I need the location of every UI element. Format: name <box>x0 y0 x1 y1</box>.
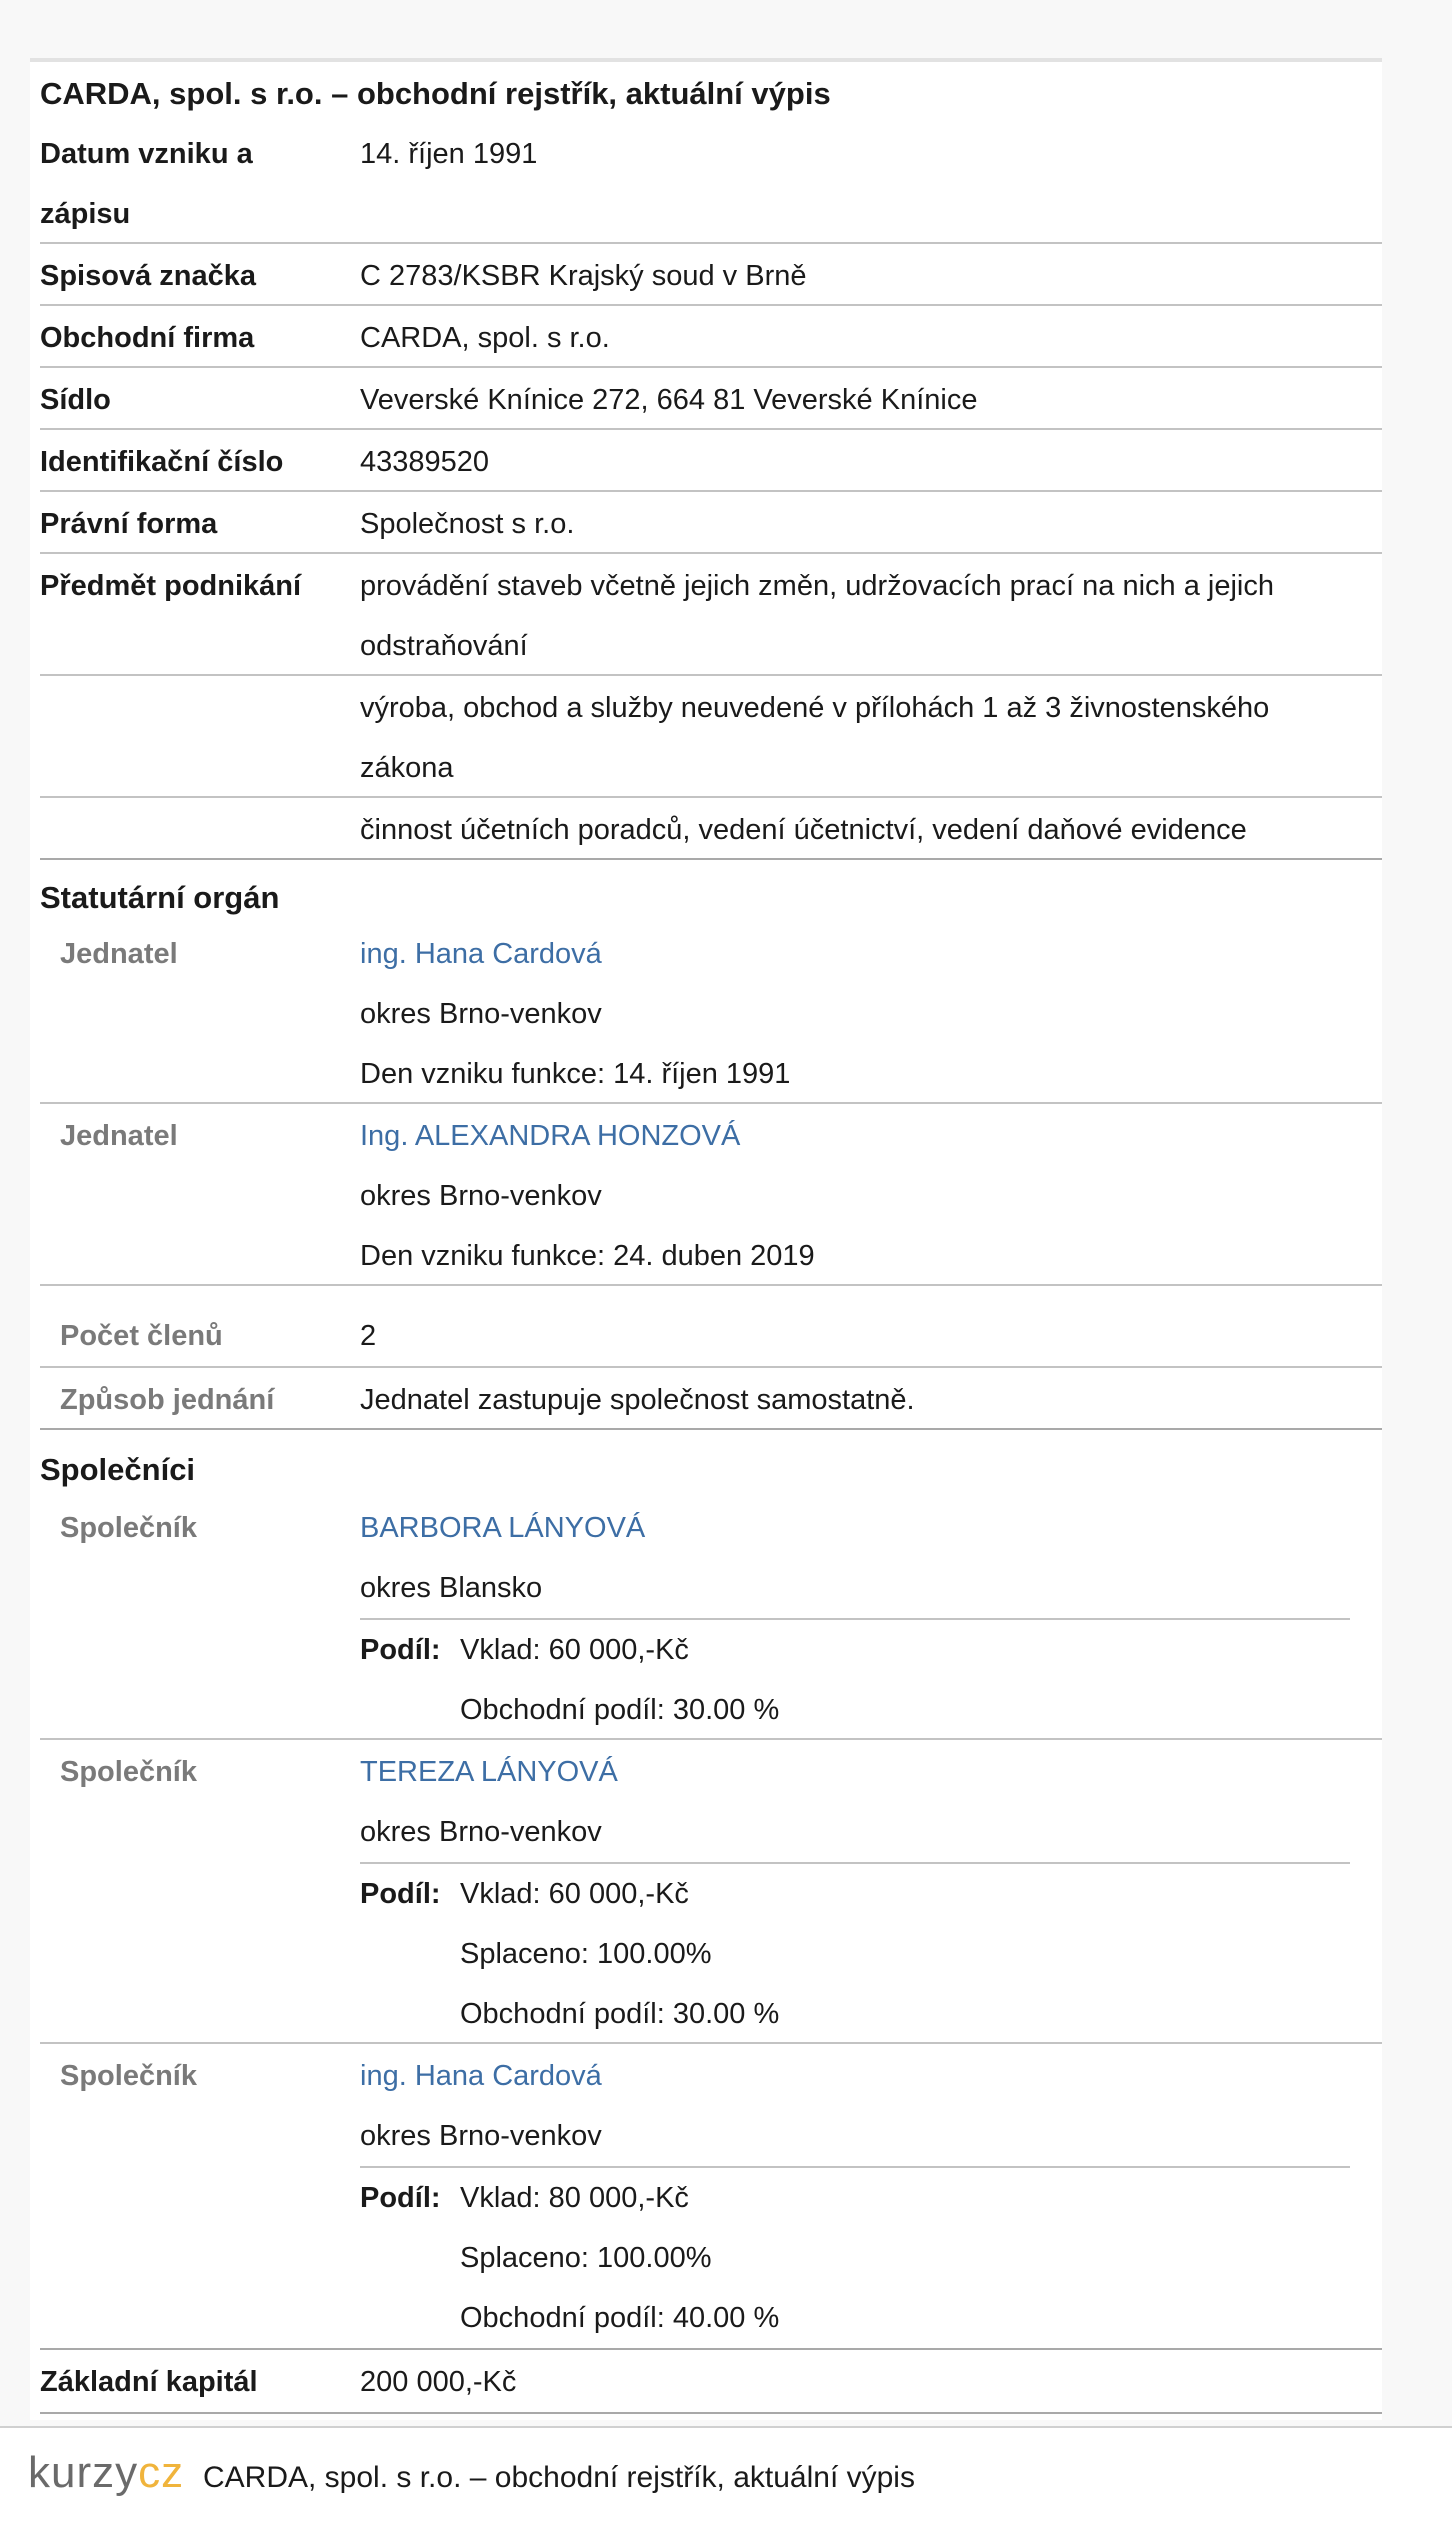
divider <box>40 1738 1382 1740</box>
section-heading-statutarni-organ: Statutární orgán <box>40 880 280 915</box>
partner-podil-label: Podíl: <box>360 1878 441 1910</box>
divider <box>40 796 1382 798</box>
divider <box>40 1366 1382 1368</box>
field-value-sidlo: Veverské Knínice 272, 664 81 Veverské Knínice <box>360 384 978 416</box>
partner-podil-label: Podíl: <box>360 1634 441 1666</box>
partner-obchodni-podil: Obchodní podíl: 30.00 % <box>460 1694 780 1726</box>
partner-name-link[interactable]: ing. Hana Cardová <box>360 2060 602 2092</box>
partner-okres: okres Brno-venkov <box>360 1816 602 1848</box>
partner-splaceno: Splaceno: 100.00% <box>460 2242 712 2274</box>
field-value-pocet-clenu: 2 <box>360 1320 377 1352</box>
partner-obchodni-podil: Obchodní podíl: 30.00 % <box>460 1998 780 2030</box>
footer-title: CARDA, spol. s r.o. – obchodní rejstřík, aktuální výpis <box>203 2461 915 2494</box>
divider <box>40 304 1382 306</box>
divider <box>40 1428 1382 1430</box>
divider <box>40 2412 1382 2414</box>
predmet-item-line: provádění staveb včetně jejich změn, udržovacích prací na nich a jejich <box>360 570 1274 602</box>
partner-obchodni-podil: Obchodní podíl: 40.00 % <box>460 2302 780 2334</box>
field-label-pravni-forma: Právní forma <box>40 508 218 540</box>
field-label-obchodni-firma: Obchodní firma <box>40 322 255 354</box>
field-value-ico: 43389520 <box>360 446 490 478</box>
predmet-item-line: výroba, obchod a služby neuvedené v přílohách 1 až 3 živnostenského <box>360 692 1270 724</box>
predmet-item-line: činnost účetních poradců, vedení účetnictví, vedení daňové evidence <box>360 814 1247 846</box>
divider <box>40 674 1382 676</box>
partner-vklad: Vklad: 60 000,-Kč <box>460 1634 689 1666</box>
field-label-ico: Identifikační číslo <box>40 446 284 478</box>
registry-extract <box>30 58 1382 2420</box>
field-label-zakladni-kapital: Základní kapitál <box>40 2366 258 2398</box>
divider <box>40 1102 1382 1104</box>
field-label-pocet-clenu: Počet členů <box>60 1320 223 1352</box>
partner-okres: okres Blansko <box>360 1572 543 1604</box>
divider <box>40 858 1382 860</box>
divider <box>40 242 1382 244</box>
field-value-obchodni-firma: CARDA, spol. s r.o. <box>360 322 610 354</box>
field-value-datum-vzniku: 14. říjen 1991 <box>360 138 538 170</box>
section-heading-spolecnici: Společníci <box>40 1452 196 1487</box>
field-label-datum-vzniku: Datum vzniku a <box>40 138 253 170</box>
member-name-link[interactable]: Ing. ALEXANDRA HONZOVÁ <box>360 1120 741 1152</box>
kurzy-cz-logo[interactable] <box>28 2448 184 2498</box>
page-title: CARDA, spol. s r.o. – obchodní rejstřík, aktuální výpis <box>40 76 831 111</box>
predmet-item-line: odstraňování <box>360 630 528 662</box>
predmet-item-line: zákona <box>360 752 454 784</box>
member-name-link[interactable]: ing. Hana Cardová <box>360 938 602 970</box>
logo-text-kurzy: kurzy <box>28 2448 139 2497</box>
divider <box>40 552 1382 554</box>
member-den-vzniku: Den vzniku funkce: 14. říjen 1991 <box>360 1058 791 1090</box>
field-value-pravni-forma: Společnost s r.o. <box>360 508 575 540</box>
divider <box>40 2348 1382 2350</box>
divider <box>40 1284 1382 1286</box>
field-value-spisova-znacka: C 2783/KSBR Krajský soud v Brně <box>360 260 807 292</box>
field-value-zpusob-jednani: Jednatel zastupuje společnost samostatně. <box>360 1384 915 1416</box>
partner-splaceno: Splaceno: 100.00% <box>460 1938 712 1970</box>
partner-podil-label: Podíl: <box>360 2182 441 2214</box>
field-value-zakladni-kapital: 200 000,-Kč <box>360 2366 517 2398</box>
partner-vklad: Vklad: 60 000,-Kč <box>460 1878 689 1910</box>
member-role: Jednatel <box>60 1120 178 1152</box>
member-okres: okres Brno-venkov <box>360 1180 602 1212</box>
partner-vklad: Vklad: 80 000,-Kč <box>460 2182 689 2214</box>
partner-role: Společník <box>60 2060 197 2092</box>
field-label-sidlo: Sídlo <box>40 384 111 416</box>
partner-role: Společník <box>60 1512 197 1544</box>
partner-name-link[interactable]: BARBORA LÁNYOVÁ <box>360 1512 646 1544</box>
divider <box>40 2042 1382 2044</box>
field-label-zpusob-jednani: Způsob jednání <box>60 1384 275 1416</box>
divider <box>40 490 1382 492</box>
member-den-vzniku: Den vzniku funkce: 24. duben 2019 <box>360 1240 815 1272</box>
partner-role: Společník <box>60 1756 197 1788</box>
divider <box>40 366 1382 368</box>
partner-okres: okres Brno-venkov <box>360 2120 602 2152</box>
member-role: Jednatel <box>60 938 178 970</box>
logo-text-cz: cz <box>138 2448 185 2497</box>
member-okres: okres Brno-venkov <box>360 998 602 1030</box>
partner-name-link[interactable]: TEREZA LÁNYOVÁ <box>360 1756 618 1788</box>
page-footer <box>0 2426 1452 2526</box>
field-label-datum-vzniku-cont: zápisu <box>40 198 131 230</box>
field-label-predmet-podnikani: Předmět podnikání <box>40 570 302 602</box>
field-label-spisova-znacka: Spisová značka <box>40 260 256 292</box>
divider <box>40 428 1382 430</box>
